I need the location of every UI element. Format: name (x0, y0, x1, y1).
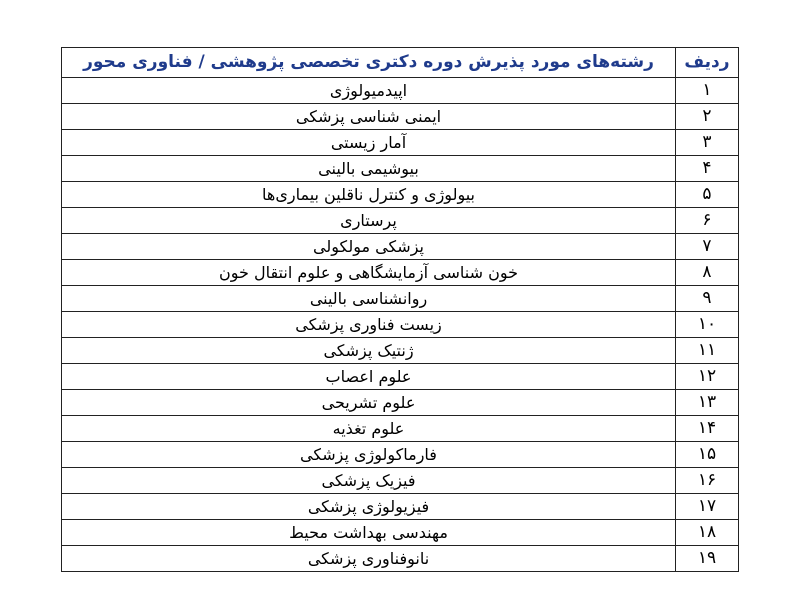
table-row (62, 234, 739, 260)
table-row (62, 78, 739, 104)
table-row (62, 156, 739, 182)
table-row (62, 416, 739, 442)
field-name: ایمنی شناسی پزشکی (62, 104, 676, 130)
field-name: زیست فناوری پزشکی (62, 312, 676, 338)
field-name: بیوشیمی بالینی (62, 156, 676, 182)
table-row (62, 494, 739, 520)
field-name: روانشناسی بالینی (62, 286, 676, 312)
row-number: ۱۳ (676, 390, 739, 416)
fields-table (61, 47, 739, 572)
table-row (62, 312, 739, 338)
row-number: ۵ (676, 182, 739, 208)
row-number: ۱۶ (676, 468, 739, 494)
table-row (62, 286, 739, 312)
row-number: ۶ (676, 208, 739, 234)
table-row (62, 104, 739, 130)
table-row (62, 208, 739, 234)
table-row (62, 390, 739, 416)
field-name: بیولوژی و کنترل ناقلین بیماری‌ها (62, 182, 676, 208)
field-name: اپیدمیولوژی (62, 78, 676, 104)
row-number-header: ردیف (676, 48, 739, 78)
row-number: ۱۹ (676, 546, 739, 572)
row-number: ۱۲ (676, 364, 739, 390)
row-number: ۱۰ (676, 312, 739, 338)
field-name: خون شناسی آزمایشگاهی و علوم انتقال خون (62, 260, 676, 286)
field-name: آمار زیستی (62, 130, 676, 156)
field-name: نانوفناوری پزشکی (62, 546, 676, 572)
field-name: علوم تشریحی (62, 390, 676, 416)
row-number: ۸ (676, 260, 739, 286)
table-row (62, 520, 739, 546)
field-name: مهندسی بهداشت محیط (62, 520, 676, 546)
field-name: فیزیولوژی پزشکی (62, 494, 676, 520)
row-number: ۱۴ (676, 416, 739, 442)
row-number: ۱ (676, 78, 739, 104)
row-number: ۲ (676, 104, 739, 130)
row-number: ۳ (676, 130, 739, 156)
field-name: پزشکی مولکولی (62, 234, 676, 260)
field-name: علوم اعصاب (62, 364, 676, 390)
field-name: فارماکولوژی پزشکی (62, 442, 676, 468)
table-row (62, 182, 739, 208)
table-row (62, 130, 739, 156)
table-body (62, 78, 739, 572)
row-number: ۱۷ (676, 494, 739, 520)
row-number: ۱۸ (676, 520, 739, 546)
row-number: ۹ (676, 286, 739, 312)
field-name: علوم تغذیه (62, 416, 676, 442)
table-row (62, 442, 739, 468)
table-row (62, 260, 739, 286)
table-row (62, 546, 739, 572)
fields-table-container (61, 47, 738, 572)
field-name: ژنتیک پزشکی (62, 338, 676, 364)
field-name: پرستاری (62, 208, 676, 234)
row-number: ۱۱ (676, 338, 739, 364)
table-row (62, 468, 739, 494)
row-number: ۴ (676, 156, 739, 182)
row-number: ۱۵ (676, 442, 739, 468)
table-row (62, 338, 739, 364)
table-header-row (62, 48, 739, 78)
field-name: فیزیک پزشکی (62, 468, 676, 494)
table-row (62, 364, 739, 390)
row-number: ۷ (676, 234, 739, 260)
field-name-header: رشته‌های مورد پذیرش دوره دکتری تخصصی پژوهشی / فناوری محور (62, 48, 676, 78)
